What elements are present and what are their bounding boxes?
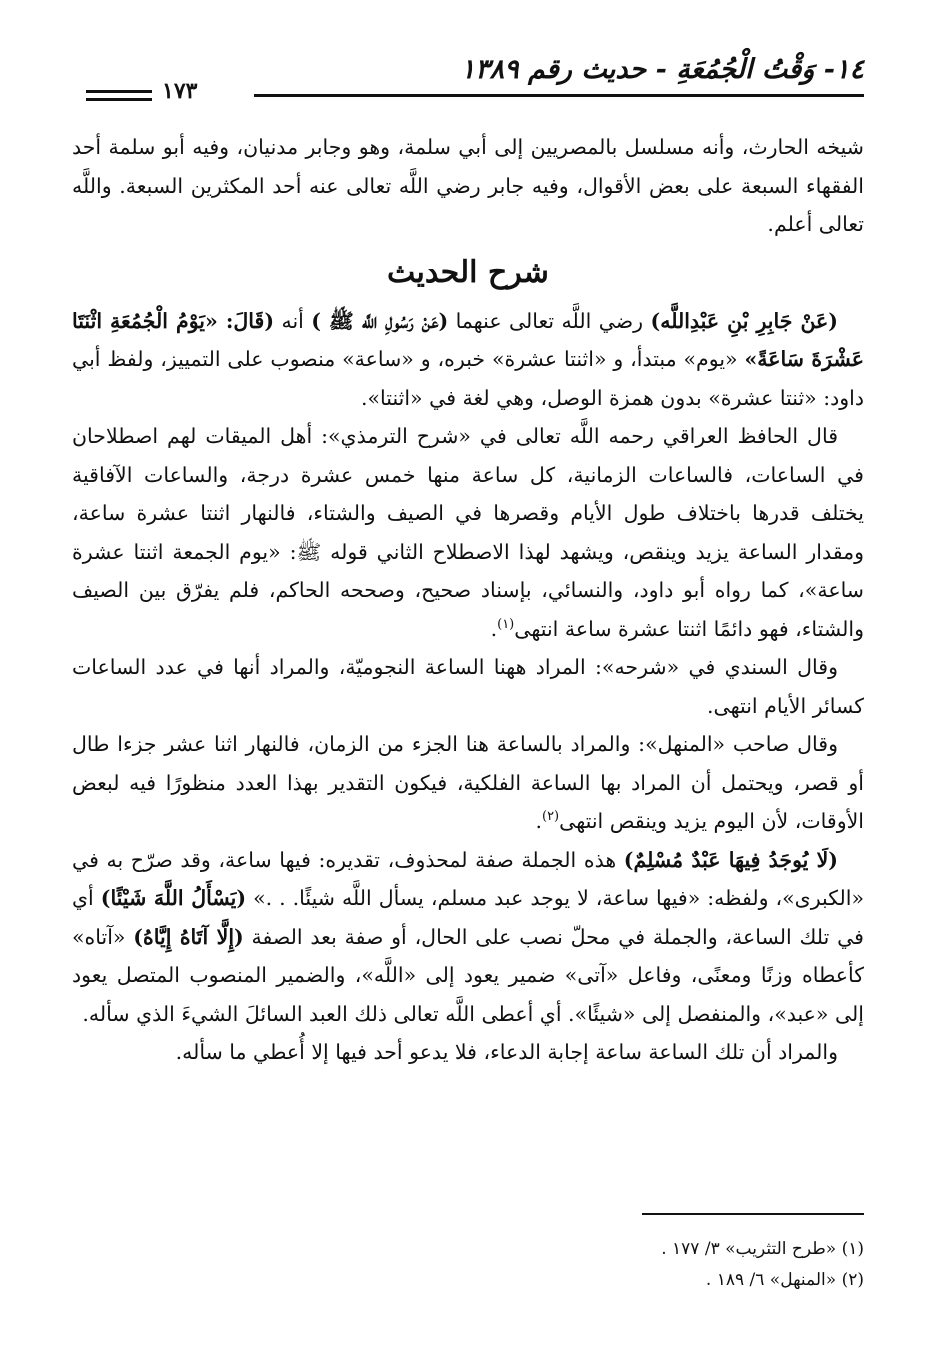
hadith-quote: (قَالَ: «يَوْمُ الْجُمُعَةِ اثْنَتَا عَشْرَةَ سَاعَةً» [72, 308, 864, 371]
paragraph-text: قال الحافظ العراقي رحمه اللَّه تعالى في «شرح الترمذي»: أهل الميقات لهم اصطلاحان في الساعات، فالساعات الزمانية، كل ساعة منها خمس عشرة درجة، والساعات الآفاقية يختلف قدرها باختلاف طول الأيام وقصرها في الصيف والشتاء، فالنهار اثنتا عشرة ساعة، ومقدار الساعة يزيد وينقص، ويشهد لهذا الاصطلاح الثاني قوله ﷺ: «يوم الجمعة اثنتا عشرة ساعة»، كما رواه أبو داود، والنسائي، بإسناد صحيح، وصححه الحاكم، فلم يفرّق بين الصيف والشتاء، فهو دائمًا اثنتا عشرة ساعة انتهى [72, 424, 864, 641]
paragraph-text: شيخه الحارث، وأنه مسلسل بالمصريين إلى أبي سلمة، وهو وجابر مدنيان، وفيه أبو سلمة أحد الفقهاء السبعة على بعض الأقوال، وفيه جابر رضي اللَّه تعالى عنه أحد المكثرين السبعة. واللَّه تعالى أعلم. [72, 135, 864, 236]
page-number-rule-top [86, 90, 152, 93]
page-header [86, 50, 864, 112]
paragraph-text: وقال السندي في «شرحه»: المراد ههنا الساعة النجوميّة، والمراد أنها في عدد الساعات كسائر الأيام انتهى. [72, 655, 864, 718]
paragraph-text: أنه [274, 308, 312, 333]
footnote: (١) «طرح التثريب» ٣/ ١٧٧ . [661, 1239, 864, 1259]
paragraph [72, 417, 864, 648]
footnote-reference: (٢) [541, 809, 560, 825]
paragraph [72, 302, 864, 418]
paragraph [72, 128, 864, 244]
paragraph-text: رضي اللَّه تعالى عنهما [448, 308, 651, 333]
main-text [72, 128, 864, 1072]
page-number-rule-bottom [86, 98, 152, 101]
paragraph-text: «آتاه» كأعطاه وزنًا ومعنًى، وفاعل «آتى» ضمير يعود إلى «اللَّه»، والضمير المنصوب المتصل يعود إلى «عبد»، والمنفصل إلى «شيئًا». أي أعطى اللَّه تعالى ذلك العبد السائلَ الشيءَ الذي سأله. [72, 924, 864, 1026]
paragraph-text: وقال صاحب «المنهل»: والمراد بالساعة هنا الجزء من الزمان، فالنهار اثنا عشر جزءا طال أو قصر، ويحتمل أن المراد بها الساعة الفلكية، فيكون التقدير بهذا العدد منظورًا فيه لبعض الأوقات، لأن اليوم يزيد وينقص انتهى [72, 732, 864, 833]
page-number: ١٧٣ [162, 78, 198, 104]
footnote: (٢) «المنهل» ٦/ ١٨٩ . [705, 1270, 864, 1290]
paragraph-text: «يوم» مبتدأ، و «اثنتا عشرة» خبره، و «ساعة» منصوب على التمييز، ولفظ أبي داود: «ثنتا عشرة» بدون همزة الوصل، وهي لغة في «اثنتا». [72, 347, 864, 410]
footnote-separator [642, 1213, 864, 1215]
chapter-title: ١٤- وَقْتُ الْجُمُعَةِ - حديث رقم ١٣٨٩ [460, 54, 864, 85]
paragraph-text: أي في تلك الساعة، والجملة في محلّ نصب على الحال، أو صفة بعد الصفة [72, 886, 864, 949]
hadith-quote: (عَنْ رَسُولِ اللَّه ﷺ ) [311, 308, 449, 333]
hadith-quote: (عَنْ جَابِرِ بْنِ عَبْدِاللَّه) [650, 308, 838, 333]
hadith-quote: (لَا يُوجَدُ فِيهَا عَبْدٌ مُسْلِمٌ) [623, 847, 838, 872]
paragraph-text: . [535, 809, 542, 833]
header-rule [254, 94, 864, 97]
hadith-quote: (إِلَّا آتَاهُ إِيَّاهُ) [133, 924, 244, 949]
paragraph-text: هذه الجملة صفة لمحذوف، تقديره: فيها ساعة، وقد صرّح به في «الكبرى»، ولفظه: «فيها ساعة، لا يوجد عبد مسلم، يسأل اللَّه شيئًا. . .» [72, 847, 864, 910]
commentary-paragraphs [72, 302, 864, 1072]
footnote-reference: (١) [497, 616, 515, 632]
footnotes [464, 1234, 864, 1296]
paragraph [72, 648, 864, 725]
hadith-quote: (يَسْأَلُ اللَّهَ شَيْئًا) [100, 886, 247, 910]
section-title: شرح الحديث [387, 254, 549, 290]
paragraph [72, 725, 864, 841]
paragraph-text: والمراد أن تلك الساعة ساعة إجابة الدعاء، فلا يدعو أحد فيها إلا أُعطي ما سأله. [175, 1040, 838, 1064]
paragraph [72, 841, 864, 1034]
paragraph-text: . [490, 616, 498, 641]
paragraph [72, 1033, 864, 1072]
